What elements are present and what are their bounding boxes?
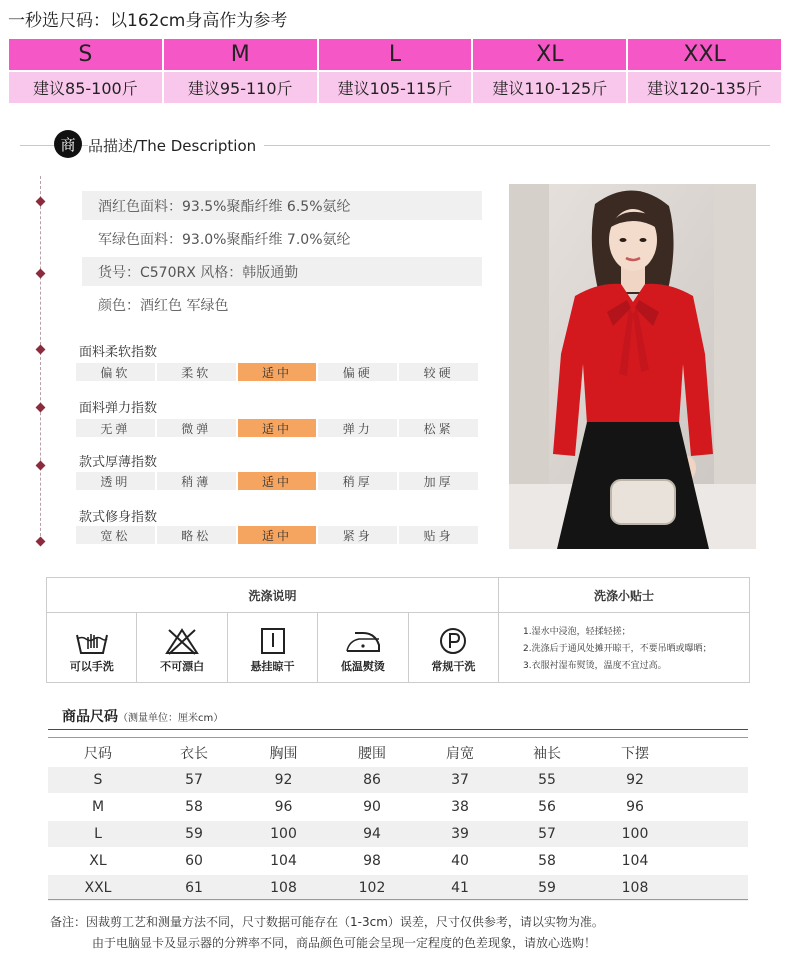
line-dry-item xyxy=(228,613,318,682)
timeline-dot xyxy=(36,269,46,279)
size-table-cell: 108 xyxy=(621,880,649,896)
hand-wash-label: 可以手洗 xyxy=(69,660,114,673)
size-table-cell: 56 xyxy=(538,799,556,815)
dry-clean-icon xyxy=(435,627,471,655)
size-table-cell: 96 xyxy=(626,799,644,815)
softness-option-selected: 适中 xyxy=(238,363,317,381)
fit-option-selected: 适中 xyxy=(238,526,317,544)
size-table-header-row xyxy=(48,740,748,766)
softness-index-title: 面料柔软指数 xyxy=(79,345,158,360)
size-table-cell: 59 xyxy=(538,880,556,896)
size-label-s: S xyxy=(9,39,162,70)
size-table-title xyxy=(62,706,223,726)
elasticity-option: 弹力 xyxy=(318,419,397,437)
size-advice-s: 建议85-100斤 xyxy=(9,72,162,103)
model-illustration xyxy=(509,184,756,549)
elasticity-option-selected: 适中 xyxy=(238,419,317,437)
size-table-row xyxy=(48,875,748,901)
dry-clean-item xyxy=(409,613,498,682)
softness-option: 偏软 xyxy=(76,363,155,381)
description-title: 品描述/The Description xyxy=(88,135,264,156)
no-bleach-icon xyxy=(164,627,200,655)
washing-panel xyxy=(46,577,750,683)
size-table-header-rule xyxy=(48,737,748,738)
size-table-cell: 39 xyxy=(451,826,469,842)
size-table-cell: M xyxy=(91,799,105,815)
thickness-index-bar xyxy=(76,472,478,490)
size-table-cell: 57 xyxy=(538,826,556,842)
low-iron-item xyxy=(318,613,408,682)
thickness-option-selected: 适中 xyxy=(238,472,317,490)
low-iron-icon xyxy=(345,627,381,655)
timeline-dot xyxy=(36,403,46,413)
size-table-top-rule xyxy=(48,729,748,730)
softness-index-bar xyxy=(76,363,478,381)
washing-title: 洗涤说明 xyxy=(47,578,499,613)
size-table-row xyxy=(48,848,748,874)
size-label-xl: XL xyxy=(473,39,626,70)
timeline-line xyxy=(40,176,41,546)
note-line-2: 由于电脑显卡及显示器的分辨率不同，商品颜色可能会呈现一定程度的色差现象，请放心选购！ xyxy=(92,936,597,950)
size-table-cell: XXL xyxy=(84,880,112,896)
size-table-row xyxy=(48,794,748,820)
size-table-cell: 100 xyxy=(270,826,297,842)
fit-option: 宽松 xyxy=(76,526,155,544)
size-table-cell: 92 xyxy=(626,772,644,788)
timeline-dot xyxy=(36,461,46,471)
size-table-cell: 61 xyxy=(185,880,203,896)
size-table-cell: 58 xyxy=(185,799,203,815)
size-table-header-cell: 尺码 xyxy=(84,746,112,762)
timeline-dot xyxy=(36,537,46,547)
size-guide-title: 一秒选尺码：以162cm身高作为参考 xyxy=(8,11,288,31)
size-advice-m: 建议95-110斤 xyxy=(164,72,317,103)
line-dry-label: 悬挂晾干 xyxy=(250,660,295,673)
product-photo xyxy=(509,184,756,549)
elasticity-option: 松紧 xyxy=(399,419,478,437)
size-table-cell: 86 xyxy=(363,772,381,788)
dry-clean-label: 常规干洗 xyxy=(431,660,476,673)
note-line-1: 备注：因裁剪工艺和测量方法不同，尺寸数据可能存在（1-3cm）误差，尺寸仅供参考，请以实物为准。 xyxy=(50,915,604,929)
softness-option: 偏硬 xyxy=(318,363,397,381)
size-table-header-cell: 袖长 xyxy=(533,746,561,762)
size-table-unit: （测量单位：厘米cm） xyxy=(118,713,224,724)
washing-tip: 2.洗涤后于通风处摊开晾干，不要吊晒或曝晒； xyxy=(523,644,712,654)
fit-option: 贴身 xyxy=(399,526,478,544)
size-table-cell: 57 xyxy=(185,772,203,788)
size-table-cell: 94 xyxy=(363,826,381,842)
size-label-m: M xyxy=(164,39,317,70)
no-bleach-label: 不可漂白 xyxy=(160,660,205,673)
size-table-cell: 38 xyxy=(451,799,469,815)
hand-wash-icon xyxy=(74,627,110,655)
thickness-option: 稍薄 xyxy=(157,472,236,490)
size-table-cell: L xyxy=(94,826,102,842)
size-table-cell: 100 xyxy=(621,826,649,842)
size-table-cell: 90 xyxy=(363,799,381,815)
size-table-cell: 92 xyxy=(274,772,293,788)
fit-option: 紧身 xyxy=(318,526,397,544)
size-table-heading: 商品尺码 xyxy=(62,709,118,725)
size-advice-row xyxy=(9,72,781,103)
softness-option: 柔软 xyxy=(157,363,236,381)
thickness-option: 稍厚 xyxy=(318,472,397,490)
fit-option: 略松 xyxy=(157,526,236,544)
washing-tips-title: 洗涤小贴士 xyxy=(499,578,749,613)
size-table-cell: 58 xyxy=(538,853,556,869)
thickness-index-title: 款式厚薄指数 xyxy=(79,455,158,470)
low-iron-label: 低温熨烫 xyxy=(340,660,385,673)
size-table-row xyxy=(48,821,748,847)
washing-icons xyxy=(47,613,499,682)
info-row-colors: 颜色：酒红色 军绿色 xyxy=(98,297,229,314)
fit-index-title: 款式修身指数 xyxy=(79,510,158,525)
size-table-cell: 104 xyxy=(270,853,297,869)
timeline-dot xyxy=(36,345,46,355)
size-label-xxl: XXL xyxy=(628,39,781,70)
size-table-cell: 37 xyxy=(451,772,469,788)
info-row-red-fabric: 酒红色面料：93.5%聚酯纤维 6.5%氨纶 xyxy=(82,191,482,220)
size-table-cell: 104 xyxy=(621,853,649,869)
washing-tips xyxy=(523,624,712,675)
no-bleach-item xyxy=(137,613,227,682)
size-table-cell: XL xyxy=(89,853,107,869)
size-header-row xyxy=(9,39,781,70)
size-table-header-cell: 腰围 xyxy=(358,746,386,762)
size-advice-l: 建议105-115斤 xyxy=(319,72,472,103)
size-table-cell: 55 xyxy=(538,772,556,788)
washing-tip: 3.衣服衬湿布熨烫，温度不宜过高。 xyxy=(523,661,667,671)
size-advice-xl: 建议110-125斤 xyxy=(473,72,626,103)
size-table-row xyxy=(48,767,748,793)
hand-wash-item xyxy=(47,613,137,682)
size-advice-xxl: 建议120-135斤 xyxy=(628,72,781,103)
size-table-cell: 41 xyxy=(451,880,469,896)
size-table-cell: 40 xyxy=(451,853,469,869)
fit-index-bar xyxy=(76,526,478,544)
size-table-cell: 98 xyxy=(363,853,381,869)
size-table-header-cell: 胸围 xyxy=(269,746,298,762)
description-badge: 商 xyxy=(54,130,82,158)
elasticity-index-title: 面料弹力指数 xyxy=(79,401,158,416)
size-table-cell: 60 xyxy=(185,853,203,869)
info-row-sku-style: 货号：C570RX 风格：韩版通勤 xyxy=(82,257,482,286)
size-label-l: L xyxy=(319,39,472,70)
size-table-header-cell: 下摆 xyxy=(621,746,649,762)
size-table-cell: 102 xyxy=(358,880,386,896)
info-row-green-fabric: 军绿色面料：93.0%聚酯纤维 7.0%氨纶 xyxy=(98,231,351,248)
elasticity-option: 无弹 xyxy=(76,419,155,437)
elasticity-option: 微弹 xyxy=(157,419,236,437)
softness-option: 较硬 xyxy=(399,363,478,381)
timeline-dot xyxy=(36,197,46,207)
elasticity-index-bar xyxy=(76,419,478,437)
line-dry-icon xyxy=(255,627,291,655)
size-table-cell: 108 xyxy=(270,880,297,896)
washing-tip: 1.湿水中浸泡，轻揉轻搓； xyxy=(523,627,631,637)
thickness-option: 透明 xyxy=(76,472,155,490)
size-table-bottom-rule xyxy=(48,899,748,900)
size-table-cell: 96 xyxy=(274,799,293,815)
size-table-header-cell: 肩宽 xyxy=(446,746,474,762)
size-table-cell: 59 xyxy=(185,826,203,842)
size-table-header-cell: 衣长 xyxy=(180,746,208,762)
thickness-option: 加厚 xyxy=(399,472,478,490)
size-table-cell: S xyxy=(93,772,103,788)
